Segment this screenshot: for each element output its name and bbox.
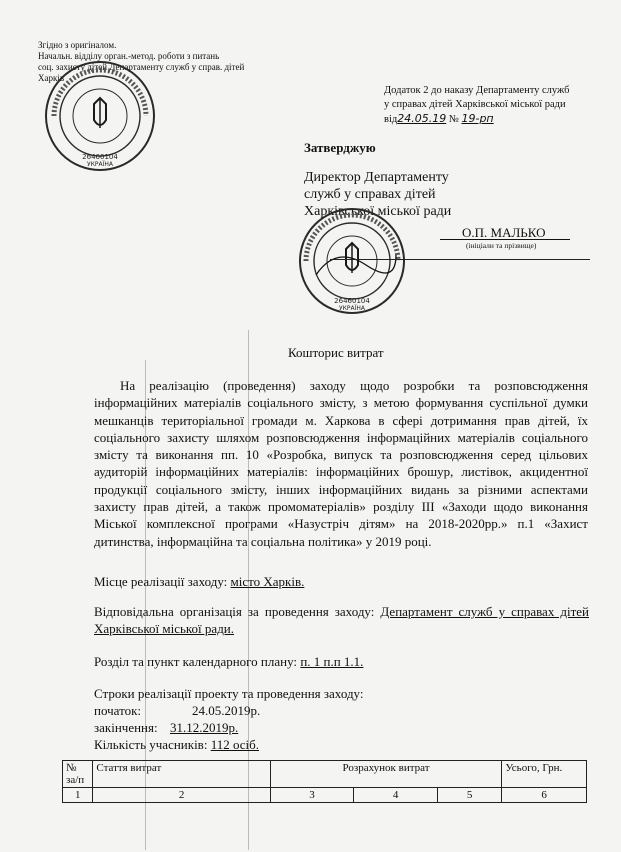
official-stamp-left [42,58,158,174]
divider-line [330,259,590,260]
plan-label: Розділ та пункт календарного плану: [94,654,298,669]
table-cell: 1 [63,788,93,803]
table-row [63,788,587,803]
stamp-country: УКРАЇНА [86,161,114,168]
plan-field [94,653,363,670]
annex-number-label: № [448,114,459,125]
stamp-code: 26460104 [82,153,118,161]
place-label: Місце реалізації заходу: [94,574,228,589]
header-total: Усього, Грн. [502,761,587,788]
header-calc: Розрахунок витрат [270,761,502,788]
participants-value: 112 осіб. [210,737,260,752]
annex-line: Додаток 2 до наказу Департаменту служб [384,85,570,96]
annex-line [384,112,569,127]
end-row [94,719,364,736]
header-num: № за/п [63,761,93,788]
director-line: Харківської міської ради [304,204,452,219]
start-value: 24.05.2019р. [192,703,261,718]
terms-field [94,685,364,753]
organization-label: Відповідальна організація за проведення заходу: [94,604,375,619]
director-line: Директор Департаменту [304,170,449,185]
table-cell: 3 [270,788,354,803]
place-value: місто Харків. [230,574,305,589]
signature-line [440,239,570,240]
director-line: служб у справах дітей [304,187,436,202]
approval-note-line: Згідно з оригіналом. [38,40,117,50]
annex-number: 19-рп [461,112,494,125]
end-label: закінчення: [94,720,158,735]
table-header-row [63,761,587,788]
approval-note-line: соц. захисту дітей Департаменту служб у справ. дітей [38,62,245,72]
approval-note-line: Начальн. відділу орган.-метод. роботи з питань [38,51,220,61]
official-stamp-center [296,205,408,317]
participants-row [94,736,364,753]
approval-note-line: Харків [38,73,65,83]
main-paragraph [94,377,588,550]
table-cell: 2 [93,788,270,803]
start-label: початок: [94,703,142,718]
place-field [94,573,304,590]
end-value: 31.12.2019р. [170,720,239,735]
stamp-country: УКРАЇНА [338,305,366,312]
document-title: Кошторис витрат [288,345,384,360]
header-item: Стаття витрат [93,761,270,788]
table-cell: 4 [354,788,438,803]
signer-hint: (ініціали та прізвище) [466,241,537,250]
approval-title: Затверджую [304,140,376,155]
organization-value: Департамент служб у справах дітей Харківської міської ради. [94,604,589,636]
annex-prefix: від [384,114,398,125]
signer-name: О.П. МАЛЬКО [462,225,546,240]
annex-line: у справах дітей Харківської міської ради [384,99,566,110]
annex-block [384,84,569,127]
table-cell: 5 [437,788,501,803]
terms-label: Строки реалізації проекту та проведення заходу: [94,686,364,701]
stamp-code: 26460104 [334,297,370,305]
start-row [94,702,364,719]
organization-field [94,603,589,637]
participants-label: Кількість учасників: [94,737,208,752]
plan-value: п. 1 п.п 1.1. [300,654,364,669]
table-cell: 6 [502,788,587,803]
main-paragraph-text: На реалізацію (проведення) заходу щодо розробки та розповсюдження інформаційних матеріалів соціального змісту, з метою формування суспільної думки мешканців територіальної громади м. Харкова в сфері дотримання прав дітей, їх соціального захисту шляхом розповсюдження інформаційних матеріалів соціального змісту та виконання пп. 10 «Розробка, випуск та розповсюдження серед цільових аудиторій інформаційних матеріалів: інформаційних брошур, листівок, акцидентної продукції соціального змісту, інших інформаційних видань за різними аспектами захисту прав дітей, а також промоматеріалів» розділу III «Заходи щодо виконання Міської комплексної програми «Назустріч дітям» на 2018-2020рр.» п.1 «Захист дитинства, інформаційна та соціальна політика» у 2019 році. [94,378,588,549]
budget-table [62,760,587,803]
annex-date: 24.05.19 [397,112,447,125]
